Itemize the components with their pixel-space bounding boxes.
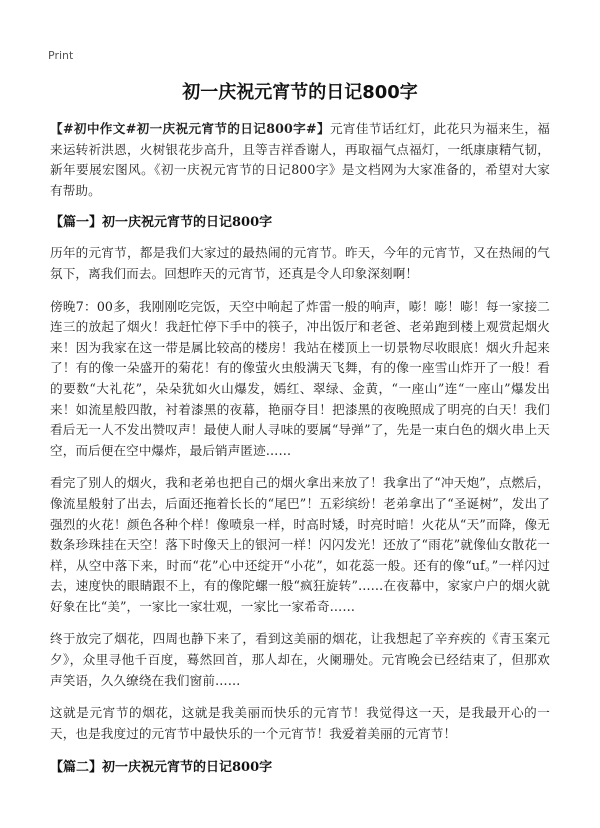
section-1-paragraph-2: 傍晚7：00多，我刚刚吃完饭，天空中响起了炸雷一般的响声，嘭！嘭！嘭！每一家接二连三的放起了烟火！我赶忙停下手中的筷子，冲出饭厅和老爸、老弟跑到楼上观赏起烟火来！因为我家在这一带是属比较高的楼房！我站在楼顶上一切景物尽收眼底！烟火升起来了！有的像一朵盛开的菊花！有的像萤火虫般满天飞舞，有的像一座雪山炸开了一般！看的要数“大礼花”，朵朵犹如火山爆发，嫣红、翠绿、金黄，“一座山”连“一座山”爆发出来！如流星般四散，衬着漆黑的夜幕，艳丽夺目！把漆黑的夜晚照成了明亮的白天！我们看后无一人不发出赞叹声！最使人耐人寻味的要属“导弹”了，先是一束白色的烟火串上天空，而后便在空中爆炸，最后销声匿迹……: [50, 298, 550, 458]
section-1-paragraph-4: 终于放完了烟花，四周也静下来了，看到这美丽的烟花，让我想起了辛弃疾的《青玉案元夕》，众里寻他千百度，蓦然回首，那人却在，火阑珊处。元宵晚会已经结束了，但那欢声笑语，久久缭绕在我们窗前……: [50, 631, 550, 688]
article-body: [50, 119, 550, 788]
section-1-paragraph-1: 历年的元宵节，都是我们大家过的最热闹的元宵节。昨天，今年的元宵节，又在热闹的气氛下，离我们而去。回想昨天的元宵节，还真是令人印象深刻啊！: [50, 245, 550, 281]
section-1-paragraph-5: 这就是元宵节的烟花，这就是我美丽而快乐的元宵节！我觉得这一天，是我最开心的一天，也是我度过的元宵节中最快乐的一个元宵节！我爱着美丽的元宵节！: [50, 705, 550, 741]
print-label[interactable]: Print: [48, 49, 74, 62]
intro-text: 元宵佳节话红灯，此花只为福来生，福来运转祈洪恩，火树银花步高升，且等吉祥香谢人，再取福气点福灯，一纸康康精气韧，新年要展宏图风。《初一庆祝元宵节的日记800字》是文档网为大家准备的，希望对大家有帮助。: [50, 121, 550, 198]
intro-tag: 【#初中作文#初一庆祝元宵节的日记800字#】: [50, 121, 330, 136]
intro-paragraph: [50, 119, 550, 201]
section-heading-1: 【篇一】初一庆祝元宵节的日记800字: [50, 215, 273, 231]
section-heading-2: 【篇二】初一庆祝元宵节的日记800字: [50, 760, 273, 776]
page-title: 初一庆祝元宵节的日记800字: [182, 82, 418, 103]
section-1-paragraph-3: 看完了别人的烟火，我和老弟也把自己的烟火拿出来放了！我拿出了“冲天炮”，点燃后，像流星般射了出去，后面还拖着长长的“尾巴”！五彩缤纷！老弟拿出了“圣诞树”，发出了强烈的火花！颜色各种个样！像喷泉一样，时高时矮，时亮时暗！火花从“天”而降，像无数条珍珠挂在天空！落下时像天上的银河一样！闪闪发光！还放了“雨花”就像仙女散花一样，从空中落下来，时而“花”心中还绽开“小花”，如花蕊一般。还有的像“uf。”一样闪过去，速度快的眼睛跟不上，有的像陀螺一般“疯狂旋转”……在夜幕中，家家户户的烟火就好象在比“美”，一家比一家壮观，一家比一家希奇……: [50, 475, 550, 614]
